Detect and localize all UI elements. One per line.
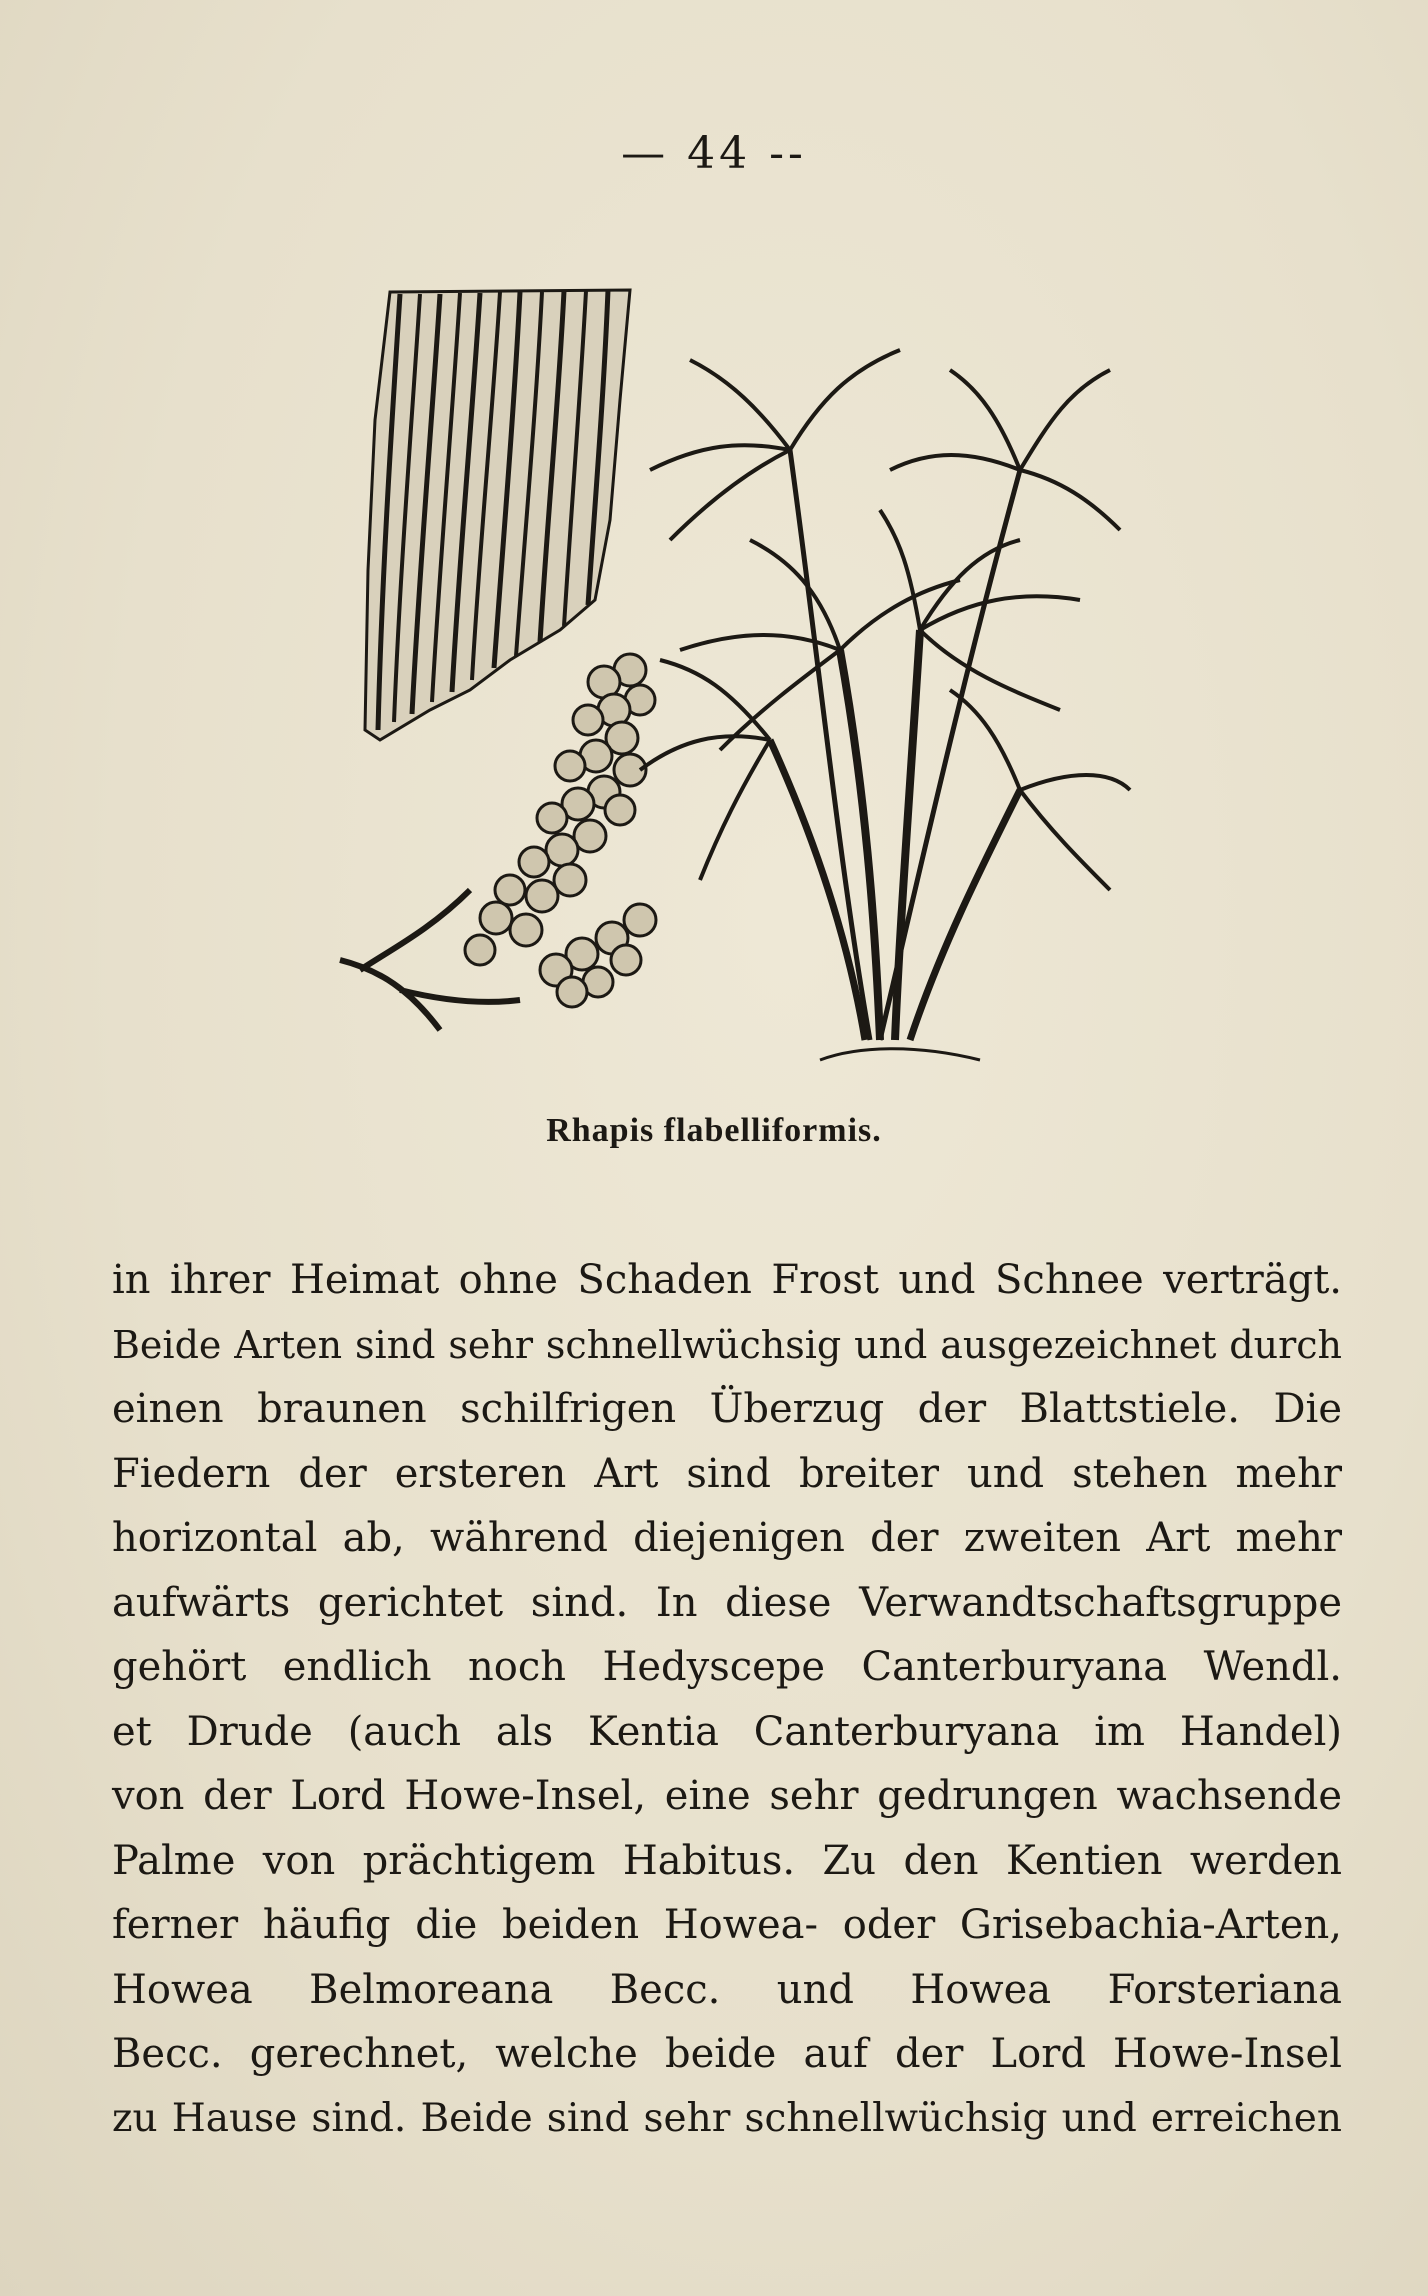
body-text [112,1248,1342,2151]
text-line: et Drude (auch als Kentia Canterburyana im Handel) [112,1708,1342,1755]
figure-caption: Rhapis flabelliformis. [546,1112,882,1149]
text-line: horizontal ab, während diejenigen der zweiten Art mehr [112,1515,1342,1561]
text-line: zu Hause sind. Beide sind sehr schnellwüchsig und erreichen [112,2095,1342,2141]
palm-illustration [320,270,1140,1090]
text-line: von der Lord Howe-Insel, eine sehr gedrungen wachsende [112,1773,1342,1819]
text-line: gehört endlich noch Hedyscepe Canterburyana Wendl. [112,1644,1342,1690]
text-line: Becc. gerechnet, welche beide auf der Lord Howe-Insel [112,2031,1342,2077]
text-line: Fiedern der ersteren Art sind breiter und stehen mehr [112,1450,1342,1497]
text-line: ferner häufig die beiden Howea- oder Grisebachia-Arten, [112,1902,1342,1948]
palm-plant-illustration [640,350,1130,1060]
text-line: Palme von prächtigem Habitus. Zu den Kentien werden [112,1837,1342,1884]
text-line: Howea Belmoreana Becc. und Howea Forsteriana [112,1966,1342,2013]
text-line: aufwärts gerichtet sind. In diese Verwandtschaftsgruppe [112,1579,1342,1626]
text-line: einen braunen schilfrigen Überzug der Blattstiele. Die [112,1386,1342,1432]
page-number: — 44 -- [621,128,807,179]
text-line: Beide Arten sind sehr schnellwüchsig und ausgezeichnet durch [112,1322,1342,1367]
text-line: in ihrer Heimat ohne Schaden Frost und Schnee verträgt. [112,1257,1342,1303]
